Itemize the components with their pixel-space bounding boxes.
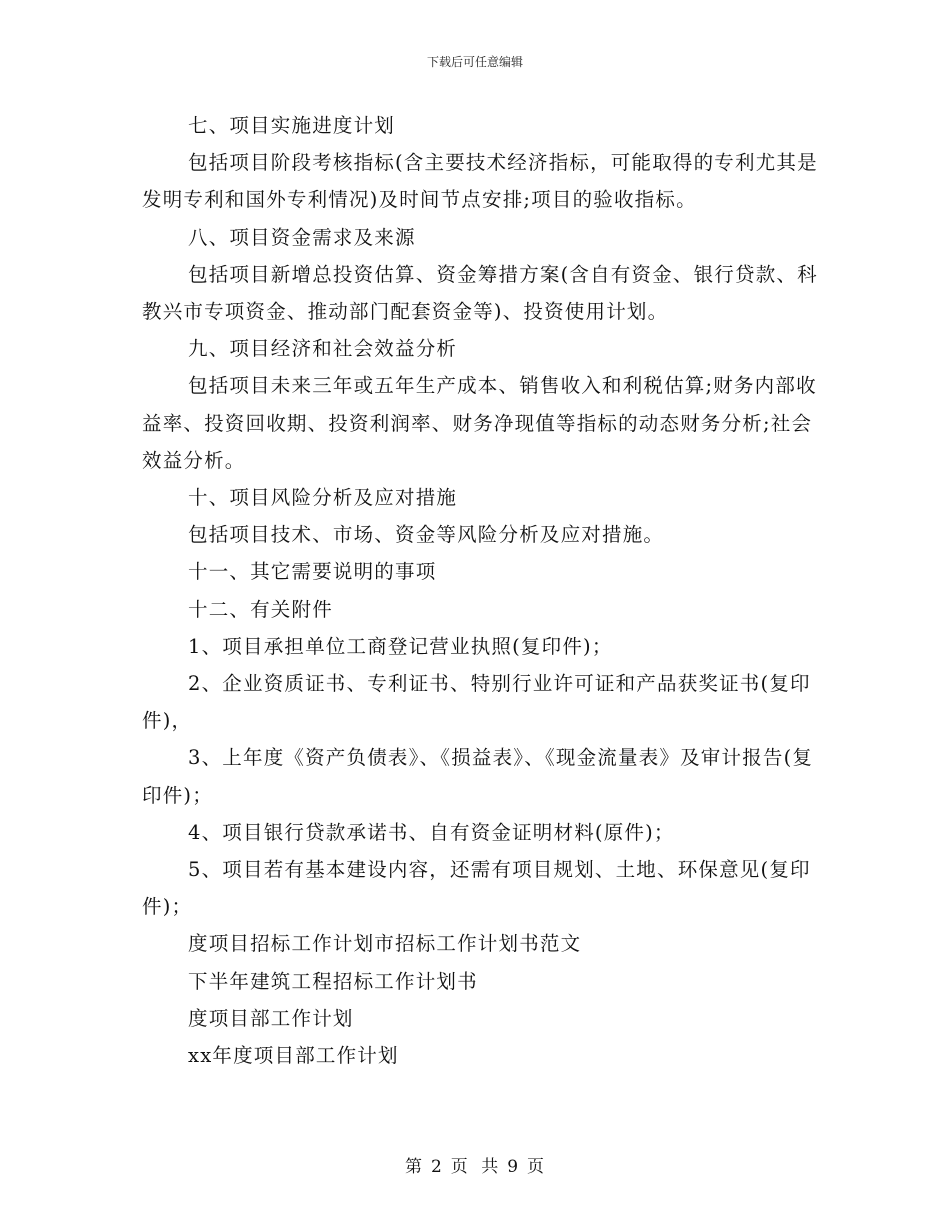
footer-prefix: 第 bbox=[404, 1157, 423, 1177]
related-link-2: 下半年建筑工程招标工作计划书 bbox=[188, 969, 478, 993]
paragraph-funding: 包括项目新增总投资估算、资金筹措方案(含自有资金、银行贷款、科教兴市专项资金、推动部门配套资金等)、投资使用计划。 bbox=[142, 262, 818, 324]
section-heading-11: 十一、其它需要说明的事项 bbox=[188, 560, 437, 584]
document-body bbox=[142, 107, 822, 1074]
footer-current-page: 2 bbox=[430, 1157, 443, 1177]
section-heading-9: 九、项目经济和社会效益分析 bbox=[188, 337, 458, 361]
paragraph-risk: 包括项目技术、市场、资金等风险分析及应对措施。 bbox=[188, 523, 665, 547]
footer-total-pages: 9 bbox=[507, 1157, 520, 1177]
paragraph-schedule: 包括项目阶段考核指标(含主要技术经济指标，可能取得的专利尤其是发明专利和国外专利情况)及时间节点安排;项目的验收指标。 bbox=[142, 151, 818, 212]
page-footer bbox=[0, 1152, 950, 1177]
attachment-item-2: 2、企业资质证书、专利证书、特别行业许可证和产品获奖证书(复印件)， bbox=[142, 672, 811, 733]
section-heading-7: 七、项目实施进度计划 bbox=[188, 114, 396, 137]
footer-middle: 页 共 bbox=[450, 1157, 500, 1177]
attachment-item-5: 5、项目若有基本建设内容，还需有项目规划、土地、环保意见(复印件)； bbox=[142, 858, 811, 919]
header-note: 下载后可任意编辑 bbox=[426, 55, 523, 69]
attachment-item-4: 4、项目银行贷款承诺书、自有资金证明材料(原件)； bbox=[188, 820, 675, 844]
section-heading-12: 十二、有关附件 bbox=[188, 597, 333, 621]
footer-suffix: 页 bbox=[527, 1157, 546, 1177]
attachment-item-1: 1、项目承担单位工商登记营业执照(复印件)； bbox=[188, 634, 613, 658]
section-heading-8: 八、项目资金需求及来源 bbox=[188, 225, 416, 249]
related-link-1: 度项目招标工作计划市招标工作计划书范文 bbox=[188, 932, 582, 956]
related-link-3: 度项目部工作计划 bbox=[188, 1006, 354, 1030]
section-heading-10: 十、项目风险分析及应对措施 bbox=[188, 486, 458, 510]
paragraph-benefit: 包括项目未来三年或五年生产成本、销售收入和利税估算;财务内部收益率、投资回收期、投资利润率、财务净现值等指标的动态财务分析;社会效益分析。 bbox=[142, 374, 817, 472]
attachment-item-3: 3、上年度《资产负债表》、《损益表》、《现金流量表》及审计报告(复印件)； bbox=[142, 746, 814, 807]
related-link-4: xx年度项目部工作计划 bbox=[188, 1044, 399, 1068]
